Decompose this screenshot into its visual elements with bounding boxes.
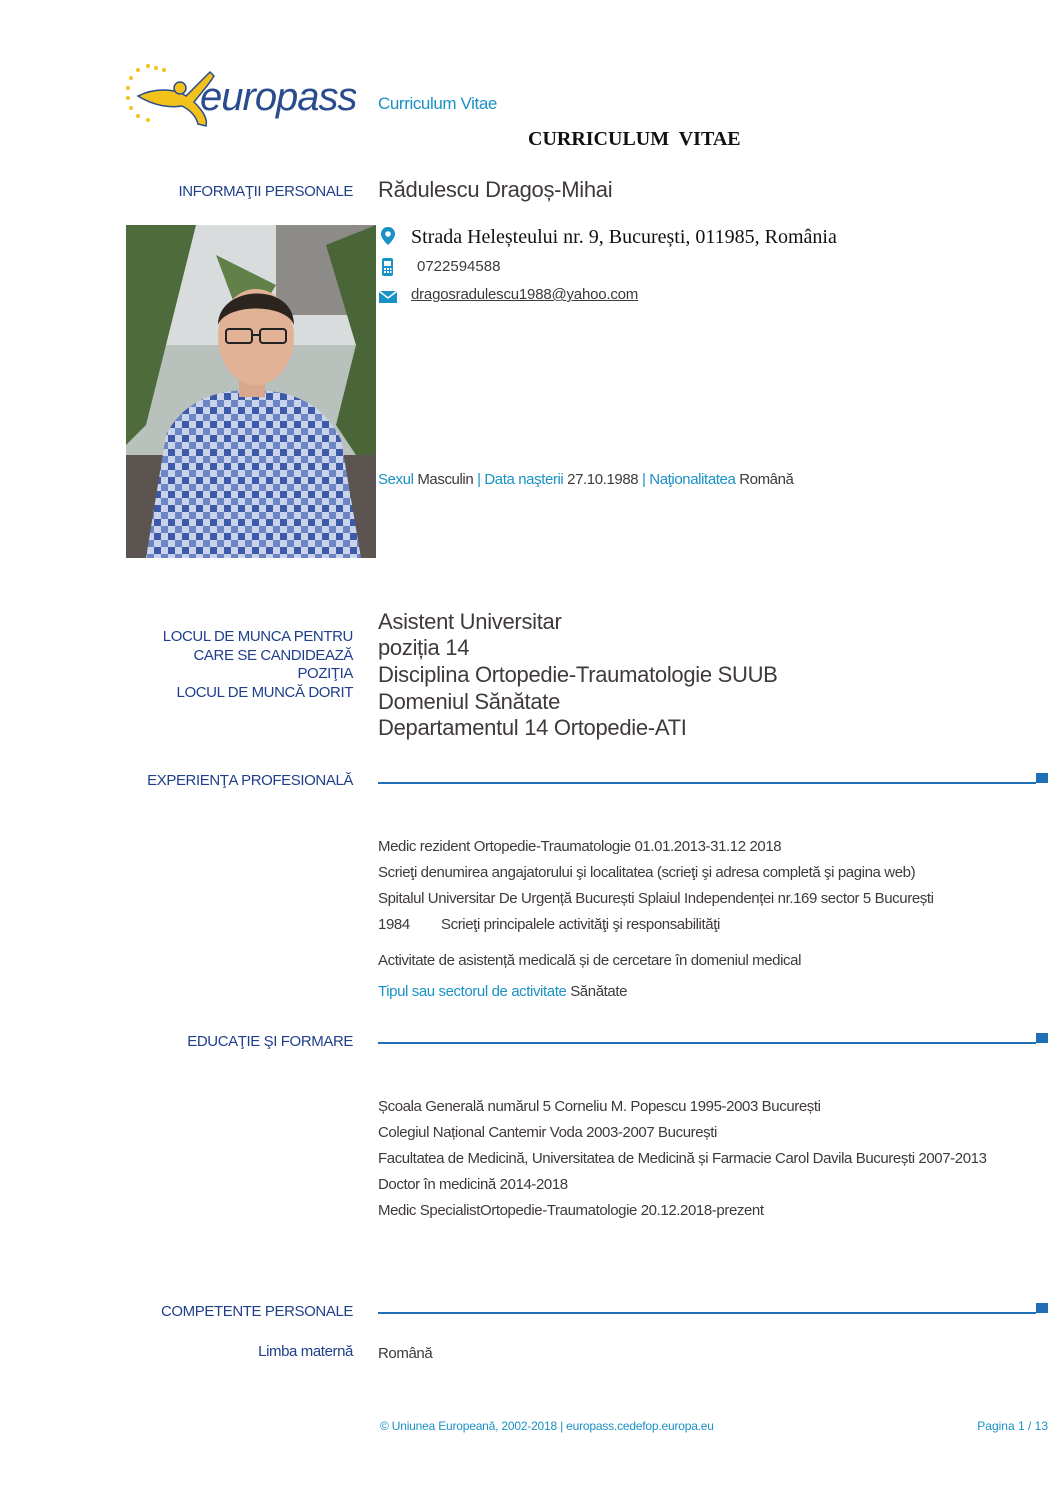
experience-line-2: Scrieţi denumirea angajatorului şi localitatea (scrieţi şi adresa completă şi pagina web) xyxy=(378,864,916,881)
position-line-1: Asistent Universitar xyxy=(378,609,562,634)
experience-line-3: Spitalul Universitar De Urgență București Splaiul Independenței nr.169 sector 5 București xyxy=(378,890,934,907)
experience-line-4: Scrieţi principalele activităţi şi responsabilităţi xyxy=(441,916,720,933)
email-link[interactable]: dragosradulescu1988@yahoo.com xyxy=(411,286,639,303)
personal-details-line xyxy=(378,471,794,488)
sector-label: Tipul sau sectorul de activitate xyxy=(378,983,567,1000)
education-item-5: Medic SpecialistOrtopedie-Traumatologie 20.12.2018-prezent xyxy=(378,1202,764,1219)
mother-tongue-label: Limba maternă xyxy=(258,1343,353,1360)
mother-tongue-value: Română xyxy=(378,1345,433,1362)
position-line-2: poziția 14 xyxy=(378,635,470,660)
education-divider-marker xyxy=(1036,1033,1048,1043)
education-item-1: Școala Generală numărul 5 Corneliu M. Popescu 1995-2003 București xyxy=(378,1098,821,1115)
experience-divider xyxy=(378,782,1036,784)
person-name: Rădulescu Dragoș-Mihai xyxy=(378,177,613,202)
competences-divider xyxy=(378,1312,1036,1314)
mobile-phone-icon xyxy=(378,257,398,277)
europass-logo-icon xyxy=(124,62,356,132)
education-item-2: Colegiul Național Cantemir Voda 2003-2007 București xyxy=(378,1124,717,1141)
europass-logo xyxy=(124,62,356,132)
position-label-3: POZIŢIA xyxy=(297,665,353,682)
education-section-label: EDUCAŢIE ŞI FORMARE xyxy=(187,1033,353,1050)
footer-page-number: Pagina 1 / 13 xyxy=(977,1419,1048,1433)
experience-line-5: Activitate de asistență medicală și de cercetare în domeniul medical xyxy=(378,952,802,969)
experience-section-label: EXPERIENŢA PROFESIONALĂ xyxy=(147,772,353,789)
footer-copyright: © Uniunea Europeană, 2002-2018 | europass.cedefop.europa.eu xyxy=(380,1419,714,1433)
experience-line-1: Medic rezident Ortopedie-Traumatologie 01.01.2013-31.12 2018 xyxy=(378,838,782,855)
position-line-3: Disciplina Ortopedie-Traumatologie SUUB xyxy=(378,662,778,687)
portrait-photo xyxy=(126,225,376,558)
position-label-1: LOCUL DE MUNCA PENTRU xyxy=(162,628,353,645)
nationality-value: Română xyxy=(739,471,794,488)
experience-sector xyxy=(378,983,627,1000)
competences-divider-marker xyxy=(1036,1303,1048,1313)
nationality-label: | Naţionalitatea xyxy=(642,471,736,488)
position-line-4: Domeniul Sănătate xyxy=(378,689,561,714)
envelope-icon xyxy=(378,287,398,307)
education-item-3: Facultatea de Medicină, Universitatea de Medicină și Farmacie Carol Davila București 2007-2013 xyxy=(378,1150,987,1167)
birth-value: 27.10.1988 xyxy=(567,471,639,488)
page-title: CURRICULUM VITAE xyxy=(528,128,741,150)
education-item-4: Doctor în medicină 2014-2018 xyxy=(378,1176,568,1193)
birth-label: | Data naşterii xyxy=(477,471,564,488)
experience-year: 1984 xyxy=(378,916,410,933)
sex-value: Masculin xyxy=(417,471,474,488)
position-line-5: Departamentul 14 Ortopedie-ATI xyxy=(378,715,687,740)
competences-section-label: COMPETENTE PERSONALE xyxy=(160,1303,353,1320)
svg-text:europass: europass xyxy=(200,75,356,119)
sector-value: Sănătate xyxy=(570,983,628,1000)
position-label-4: LOCUL DE MUNCĂ DORIT xyxy=(176,684,353,701)
personal-info-label: INFORMAŢII PERSONALE xyxy=(178,183,353,200)
education-divider xyxy=(378,1042,1036,1044)
address: Strada Heleșteului nr. 9, București, 011985, România xyxy=(411,226,837,248)
experience-divider-marker xyxy=(1036,773,1048,783)
position-label-2: CARE SE CANDIDEAZĂ xyxy=(193,647,353,664)
doc-type: Curriculum Vitae xyxy=(378,94,497,113)
sex-label: Sexul xyxy=(378,471,414,488)
location-pin-icon xyxy=(378,226,398,246)
phone-number: 0722594588 xyxy=(417,258,501,275)
